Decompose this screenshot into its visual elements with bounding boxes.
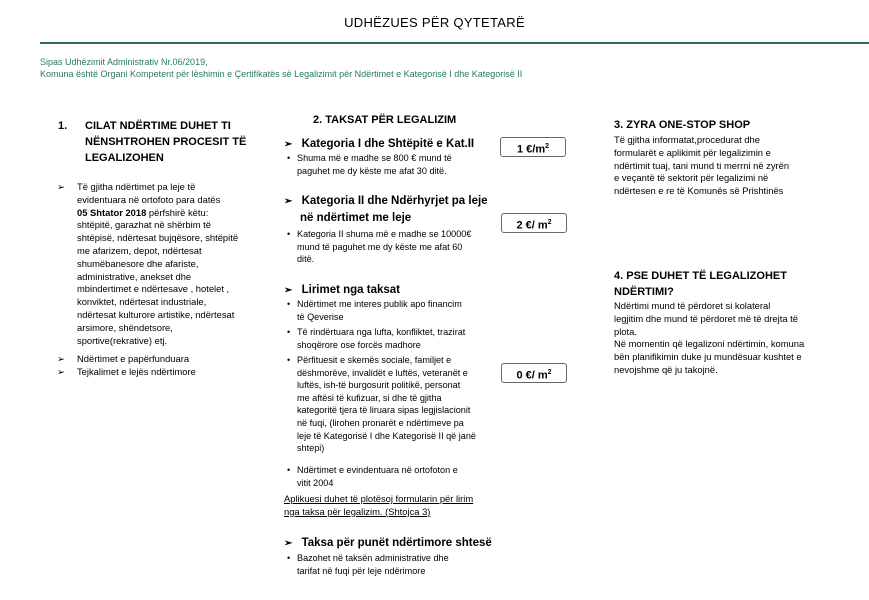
section-3-body	[614, 134, 844, 198]
body-line: ndërtimit tuaj, tani mund ti merrni në zyrën	[614, 159, 790, 171]
body-line: plota.	[614, 325, 637, 337]
subtitle	[40, 56, 522, 80]
body-line: e veçantë të sektorit për legalizimi në	[614, 172, 769, 184]
heading-line: NDËRTIMI?	[614, 286, 674, 298]
section-2-heading: 2. TAKSAT PËR LEGALIZIM	[313, 114, 457, 126]
item-line: mbindertimet e ndërtesave , hotelet ,	[77, 283, 230, 295]
item-line: vitit 2004	[297, 477, 334, 488]
category-title: Kategoria II dhe Ndërhyrjet pa leje	[301, 195, 488, 207]
item-line: Bazohet në taksën administrative dhe	[297, 553, 449, 563]
item-line: Të rindërtuara nga lufta, konfliktet, trazirat	[297, 327, 466, 337]
price-category-1	[500, 137, 566, 157]
item-line: Të gjitha ndërtimet pa leje të	[77, 181, 196, 192]
fee-category-2	[284, 193, 504, 226]
category-title: Lirimet nga taksat	[301, 284, 401, 296]
item-line: Kategoria II shuma më e madhe se 10000€	[297, 229, 472, 239]
arrow-bullet-icon: ➢	[284, 538, 293, 549]
arrow-bullet-icon: ➢	[284, 196, 293, 207]
item-line: me afarizem, depot, ndërtesat	[77, 244, 202, 256]
page-title: UDHËZUES PËR QYTETARË	[344, 15, 525, 30]
arrow-bullet-icon: ➢	[57, 353, 65, 364]
bullet-dot-icon: •	[287, 355, 291, 365]
item-line: shtëpisë, ndërtesat bujqësore, shtëpitë	[77, 232, 239, 244]
item-line: ditë.	[297, 254, 315, 265]
arrow-bullet-icon: ➢	[284, 285, 293, 296]
item-line: shtepi)	[297, 443, 325, 454]
item-line: tarifat në fuqi për leje ndërimore	[297, 565, 426, 576]
item-line: të Qeverise	[297, 311, 344, 322]
price-unit-exponent: 2	[545, 143, 550, 150]
item-line: administrative, anekset dhe	[77, 270, 192, 282]
category-title-line-2: në ndërtimet me leje	[300, 212, 412, 224]
bullet-dot-icon: •	[287, 153, 291, 163]
item-line: kategoritë tjera të liruara sipas legjislacionit	[297, 405, 471, 416]
item-line: Ndërtimet e evindentuara në ortofoton e	[297, 465, 458, 475]
note-line: Aplikuesi duhet të plotësoj formularin për lirim	[284, 493, 474, 504]
item-line: Përfituesit e skemës sociale, familjet e	[297, 355, 452, 365]
category-title: Taksa për punët ndërtimore shtesë	[301, 537, 492, 549]
item-line: konviktet, ndërtesat industriale,	[77, 296, 207, 308]
price-value: 0 €/ m	[516, 369, 548, 382]
price-value: 1 €/m	[516, 143, 546, 156]
note-line: nga taksa për legalizim. (Shtojca 3)	[284, 505, 431, 517]
item-line: leje të Kategorisë I dhe Kategorisë II që janë	[297, 430, 476, 441]
body-line: ndërtesen e re të Komunës së Prishtinës	[614, 185, 784, 197]
date-highlight: 05 Shtator 2018	[77, 206, 147, 218]
item-line: evidentuara në ortofoto para datës	[77, 193, 221, 205]
price-unit-exponent: 2	[547, 369, 552, 376]
bullet-dot-icon: •	[287, 553, 291, 563]
item-line: sportive(rekrative) etj.	[77, 334, 168, 346]
arrow-bullet-icon: ➢	[57, 366, 65, 377]
body-line: nevojshme që ju takojnë.	[614, 363, 718, 375]
heading-line: LEGALIZOHEN	[85, 152, 164, 164]
exemption-note	[284, 493, 514, 519]
price-exemption	[501, 363, 567, 383]
section-4-body	[614, 300, 844, 377]
body-line: Në momentin që legalizoni ndërtimin, komuna	[614, 338, 805, 350]
heading-line: CILAT NDËRTIME DUHET TI	[85, 120, 231, 132]
item-line: dëshmorëve, invalidët e luftës, veteranët e	[297, 367, 468, 378]
body-line: formularët e aplikimit për legalizimin e	[614, 146, 771, 158]
heading-line: NËNSHTROHEN PROCESIT TË	[85, 136, 247, 148]
category-title: Kategoria I dhe Shtëpitë e Kat.II	[301, 138, 475, 150]
price-value: 2 €/ m	[516, 219, 548, 232]
price-unit-exponent: 2	[547, 219, 552, 226]
heading-line: 4. PSE DUHET TË LEGALIZOHET	[614, 270, 787, 282]
price-category-2	[501, 213, 567, 233]
header-rule	[40, 42, 869, 44]
body-line: Të gjitha informatat,procedurat dhe	[614, 134, 760, 145]
item-line: luftës, ish-të burgosurit politikë, personat	[297, 380, 461, 391]
bullet-dot-icon: •	[287, 465, 291, 475]
item-line: arsimore, shëndetsore,	[77, 321, 173, 333]
section-1-number: 1.	[58, 120, 68, 132]
item-line: me aftësi të kufizuar, si dhe të gjitha	[297, 392, 442, 403]
item-line	[77, 207, 277, 220]
item-line: shoqërore ose forcës madhore	[297, 339, 421, 350]
subtitle-line-2: Komuna është Organi Kompetent për lëshimin e Çertifikatës së Legalizimit për Ndërtimet e Kategorisë I dhe Kategorisë II	[40, 69, 523, 79]
subtitle-line-1: Sipas Udhëzimit Administrativ Nr.06/2019,	[40, 57, 208, 67]
body-line: Ndërtimi mund të përdoret si kolateral	[614, 300, 771, 311]
item-line: mund të paguhet me dy këste me afat 60	[297, 241, 463, 252]
bullet-dot-icon: •	[287, 327, 291, 337]
item-line-tail: përfshirë këtu:	[146, 206, 209, 218]
arrow-bullet-icon: ➢	[57, 181, 65, 192]
fee-exemptions	[284, 282, 504, 299]
section-4-heading	[614, 268, 844, 300]
item-line: shtëpitë, garazhat në shërbim të	[77, 219, 211, 231]
bullet-dot-icon: •	[287, 229, 291, 239]
item-line: ndërtesat kulturore artistike, ndërtesat	[77, 308, 235, 320]
item-line: paguhet me dy këste me afat 30 ditë.	[297, 165, 447, 176]
item-line: Ndërtimet me interes publik apo financim	[297, 299, 462, 309]
body-line: legjitim dhe mund të përdoret më të drejta të	[614, 312, 798, 324]
item-line: Shuma më e madhe se 800 € mund të	[297, 153, 452, 163]
section-1-heading	[85, 118, 285, 166]
item-text: Ndërtimet e papërfunduara	[77, 353, 190, 364]
item-text: Tejkalimet e lejës ndërtimore	[77, 366, 196, 377]
item-line: shumëbanesore dhe afariste,	[77, 257, 199, 269]
fee-additional-works	[284, 535, 514, 552]
fee-category-1	[284, 136, 504, 153]
section-3-heading: 3. ZYRA ONE-STOP SHOP	[614, 119, 751, 131]
arrow-bullet-icon: ➢	[284, 139, 293, 150]
bullet-dot-icon: •	[287, 299, 291, 309]
body-line: bën planifikimin duke ju mundësuar kushtet e	[614, 351, 802, 363]
item-line: në fuqi, (lirohen pronarët e ndërtimeve pa	[297, 417, 464, 428]
